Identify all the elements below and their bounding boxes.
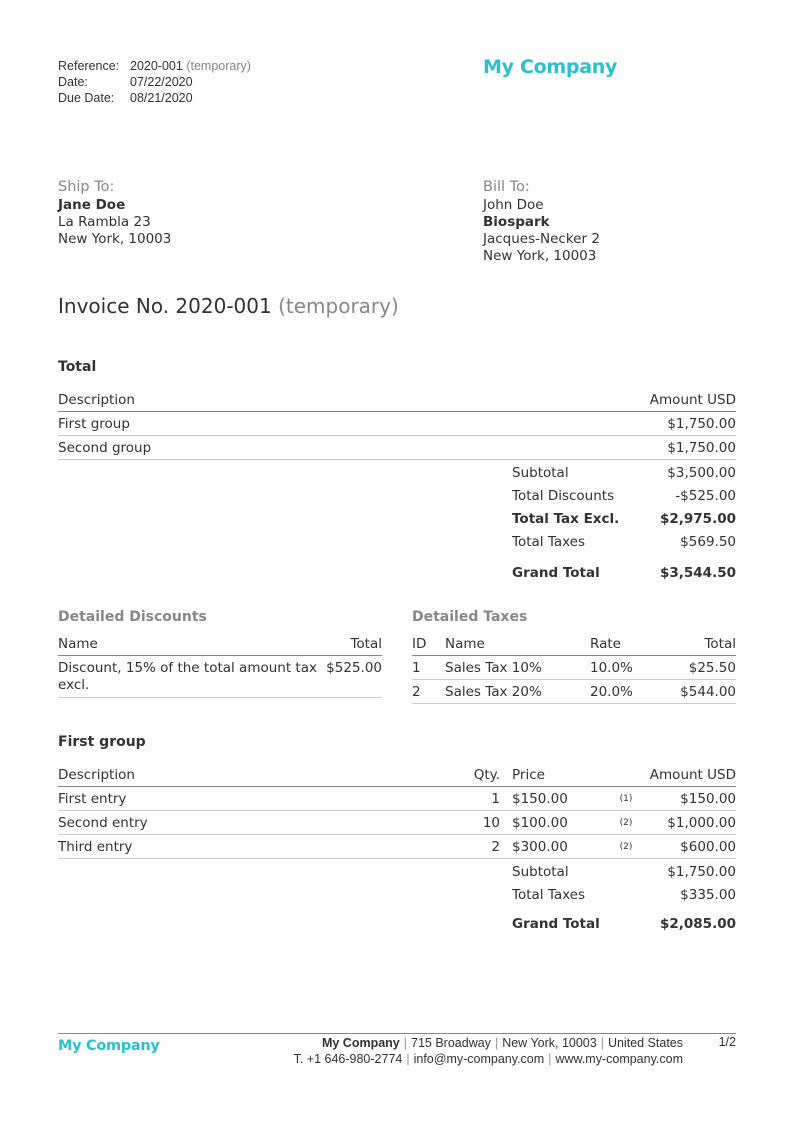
company-logo-text: My Company: [483, 56, 618, 78]
table-header-row: [58, 632, 382, 656]
reference-value: 2020-001: [130, 59, 183, 73]
row-description: Second group: [58, 436, 410, 460]
summary-value: $2,975.00: [659, 510, 736, 527]
summary-row: [512, 906, 736, 932]
tax-total: $544.00: [660, 680, 736, 704]
due-date-label: Due Date:: [58, 91, 115, 105]
amount-header: Amount USD: [410, 388, 736, 412]
footer-address-country: United States: [607, 1036, 683, 1050]
footer-address: My Company | 715 Broadway | New York, 10003 | United States: [321, 1036, 683, 1050]
summary-value: $1,750.00: [667, 863, 736, 880]
row-amount: $1,750.00: [410, 412, 736, 436]
entry-tax-ref: (2): [608, 835, 644, 859]
summary-row: [512, 507, 736, 530]
bill-to-heading: Bill To:: [483, 179, 530, 195]
table-header-row: [58, 763, 736, 787]
table-row: [58, 787, 736, 811]
entry-amount: $1,000.00: [644, 811, 736, 835]
footer-contact: T. +1 646-980-2774 | info@my-company.com | www.my-company.com: [293, 1052, 683, 1066]
tax-id: 2: [412, 680, 445, 704]
entry-amount: $150.00: [644, 787, 736, 811]
ship-to-heading: Ship To:: [58, 179, 115, 195]
table-header-row: [412, 632, 736, 656]
entry-price: $100.00: [512, 811, 608, 835]
due-date-value: 08/21/2020: [130, 91, 193, 105]
tax-total-header: Total: [660, 632, 736, 656]
footer-phone: T. +1 646-980-2774: [293, 1052, 403, 1066]
bill-to-block: [483, 179, 600, 265]
entry-price: $150.00: [512, 787, 608, 811]
reference-row: [58, 58, 251, 74]
entry-description: Second entry: [58, 811, 458, 835]
bill-to-street: Jacques-Necker 2: [483, 231, 600, 247]
entry-tax-ref: (1): [608, 787, 644, 811]
discounts-table: [58, 632, 382, 698]
summary-label: Total Discounts: [512, 487, 615, 504]
bill-to-name: John Doe: [483, 197, 544, 213]
invoice-meta: [58, 58, 251, 106]
discount-name: Discount, 15% of the total amount tax excl.: [58, 656, 318, 698]
tax-id: 1: [412, 656, 445, 680]
footer-address-city: New York, 10003: [502, 1036, 597, 1050]
grand-total-value: $3,544.50: [659, 565, 736, 581]
summary-row: [512, 860, 736, 883]
discount-total-header: Total: [318, 632, 382, 656]
entry-tax-ref: (2): [608, 811, 644, 835]
description-header: Description: [58, 763, 458, 787]
first-group-table: [58, 763, 736, 859]
table-row: [58, 436, 736, 460]
tax-total: $25.50: [660, 656, 736, 680]
tax-name-header: Name: [445, 632, 590, 656]
tax-rate: 20.0%: [590, 680, 660, 704]
row-description: First group: [58, 412, 410, 436]
description-header: Description: [58, 388, 410, 412]
grand-total-label: Grand Total: [512, 565, 600, 581]
footer-website[interactable]: www.my-company.com: [555, 1052, 683, 1066]
discounts-title: Detailed Discounts: [58, 609, 207, 625]
row-amount: $1,750.00: [410, 436, 736, 460]
footer-company-logo: My Company: [58, 1038, 160, 1054]
ship-to-street: La Rambla 23: [58, 214, 151, 230]
footer-email[interactable]: info@my-company.com: [413, 1052, 545, 1066]
entry-amount: $600.00: [644, 835, 736, 859]
summary-row: [512, 883, 736, 906]
table-row: [58, 835, 736, 859]
footer-divider: [58, 1033, 736, 1034]
first-group-title: First group: [58, 734, 146, 750]
reference-note: (temporary): [186, 59, 251, 73]
ship-to-name: Jane Doe: [58, 197, 126, 213]
table-row: [58, 656, 382, 698]
footer-address-street: 715 Broadway: [411, 1036, 491, 1050]
summary-row: [512, 461, 736, 484]
table-row: [58, 412, 736, 436]
page-number: 1/2: [718, 1035, 736, 1049]
amount-header: Amount USD: [644, 763, 736, 787]
footer-info: [294, 1035, 683, 1067]
total-summary: [512, 461, 736, 581]
entry-qty: 2: [458, 835, 500, 859]
tax-name: Sales Tax 10%: [445, 656, 590, 680]
invoice-number: Invoice No. 2020-001: [58, 294, 272, 318]
date-row: [58, 74, 251, 90]
bill-to-city: New York, 10003: [483, 248, 597, 264]
grand-total-value: $2,085.00: [659, 916, 736, 932]
summary-row: [512, 484, 736, 507]
summary-label: Total Tax Excl.: [512, 510, 620, 527]
summary-value: $3,500.00: [667, 464, 736, 481]
first-group-summary: [512, 860, 736, 932]
entry-description: First entry: [58, 787, 458, 811]
invoice-note: (temporary): [278, 294, 399, 318]
table-row: [412, 656, 736, 680]
summary-label: Subtotal: [512, 464, 569, 481]
due-date-row: [58, 90, 251, 106]
summary-value: $335.00: [680, 886, 736, 903]
footer-address-company: My Company: [321, 1036, 400, 1050]
total-table: [58, 388, 736, 460]
tax-rate: 10.0%: [590, 656, 660, 680]
entry-qty: 1: [458, 787, 500, 811]
reference-label: Reference:: [58, 59, 120, 73]
bill-to-company: Biospark: [483, 214, 550, 230]
qty-header: Qty.: [458, 763, 500, 787]
date-label: Date:: [58, 75, 88, 89]
invoice-title: [58, 294, 399, 318]
tax-rate-header: Rate: [590, 632, 660, 656]
discount-total: $525.00: [318, 656, 382, 698]
grand-total-label: Grand Total: [512, 916, 600, 932]
summary-label: Total Taxes: [512, 886, 586, 903]
entry-qty: 10: [458, 811, 500, 835]
price-header: Price: [512, 763, 608, 787]
ship-to-city: New York, 10003: [58, 231, 172, 247]
total-section-title: Total: [58, 359, 97, 375]
ship-to-block: [58, 179, 171, 248]
summary-value: -$525.00: [675, 487, 736, 504]
table-row: [412, 680, 736, 704]
date-value: 07/22/2020: [130, 75, 193, 89]
summary-label: Total Taxes: [512, 533, 586, 550]
table-row: [58, 811, 736, 835]
entry-description: Third entry: [58, 835, 458, 859]
tax-name: Sales Tax 20%: [445, 680, 590, 704]
taxes-title: Detailed Taxes: [412, 609, 528, 625]
entry-price: $300.00: [512, 835, 608, 859]
summary-row: [512, 530, 736, 553]
taxes-table: [412, 632, 736, 704]
summary-value: $569.50: [680, 533, 736, 550]
summary-label: Subtotal: [512, 863, 569, 880]
discount-name-header: Name: [58, 632, 318, 656]
summary-row: [512, 553, 736, 581]
table-header-row: [58, 388, 736, 412]
tax-id-header: ID: [412, 632, 445, 656]
